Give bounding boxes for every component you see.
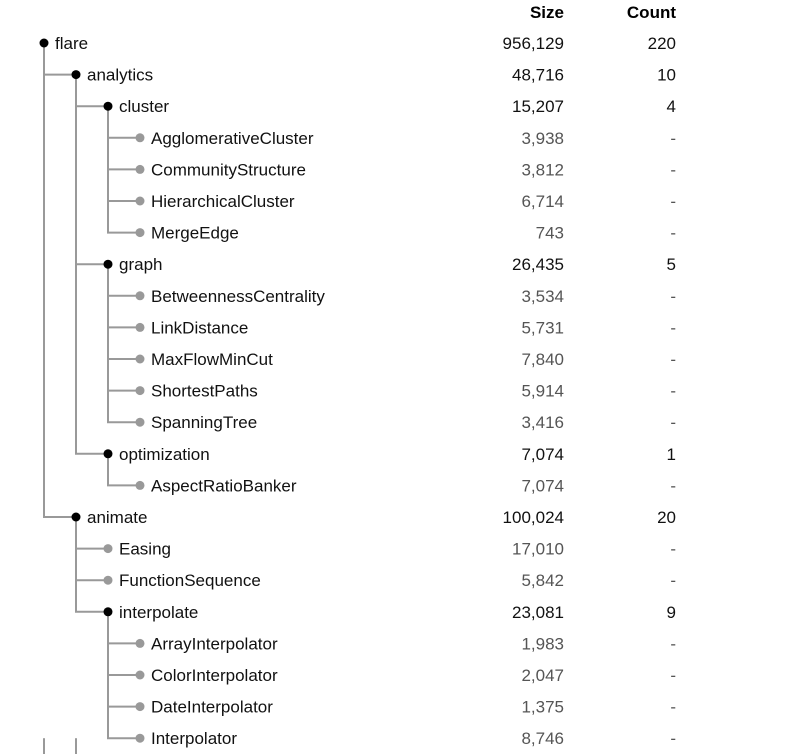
- leaf-node-dot: [136, 228, 145, 237]
- node-name-label: ColorInterpolator: [151, 666, 278, 685]
- node-name-label: AgglomerativeCluster: [151, 128, 314, 148]
- tree-link: [108, 264, 140, 422]
- tree-node-easing[interactable]: [104, 540, 677, 559]
- tree-node-aspectratiobanker[interactable]: [136, 476, 677, 495]
- node-count-value: -: [670, 350, 676, 369]
- count-column-header: Count: [626, 3, 676, 22]
- leaf-node-dot: [136, 386, 145, 395]
- tree-links: [44, 43, 140, 754]
- tree-node-linkdistance[interactable]: [136, 318, 677, 337]
- node-name-label: AspectRatioBanker: [151, 476, 297, 496]
- node-size-value: 23,081: [512, 602, 564, 622]
- node-size-value: 7,840: [521, 350, 564, 369]
- node-count-value: 4: [666, 97, 676, 117]
- leaf-node-dot: [136, 702, 145, 711]
- node-name-label: BetweennessCentrality: [151, 286, 325, 306]
- node-size-value: 26,435: [512, 255, 564, 275]
- node-name-label: flare: [55, 34, 89, 53]
- node-count-value: 9: [666, 602, 676, 622]
- leaf-node-dot: [136, 481, 145, 490]
- leaf-node-dot: [136, 734, 145, 743]
- leaf-node-dot: [136, 323, 145, 332]
- leaf-node-dot: [136, 133, 145, 142]
- node-count-value: -: [670, 192, 676, 211]
- node-size-value: 3,938: [521, 128, 564, 148]
- tree-node-flare[interactable]: [40, 34, 677, 53]
- node-count-value: -: [670, 128, 676, 148]
- leaf-node-dot: [136, 355, 145, 364]
- node-name-label: MaxFlowMinCut: [151, 350, 273, 369]
- internal-node-dot: [104, 607, 113, 616]
- tree-node-functionsequence[interactable]: [104, 571, 677, 590]
- leaf-node-dot: [136, 671, 145, 680]
- tree-node-graph[interactable]: [104, 255, 677, 274]
- node-count-value: -: [670, 666, 676, 685]
- node-size-value: 8,746: [521, 729, 564, 749]
- node-name-label: CommunityStructure: [151, 160, 306, 180]
- node-count-value: -: [670, 729, 676, 749]
- tree-node-mergeedge[interactable]: [136, 224, 677, 243]
- node-size-value: 5,731: [521, 318, 564, 338]
- tree-link: [44, 43, 76, 517]
- tree-node-maxflowmincut[interactable]: [136, 350, 677, 369]
- node-count-value: -: [670, 160, 676, 180]
- node-name-label: Interpolator: [151, 729, 237, 749]
- node-size-value: 6,714: [521, 192, 564, 211]
- node-name-label: graph: [119, 255, 163, 275]
- node-size-value: 48,716: [512, 65, 564, 85]
- node-size-value: 7,074: [521, 444, 564, 464]
- node-count-value: -: [670, 413, 676, 433]
- tree-link: [108, 612, 140, 707]
- tree-link: [108, 264, 140, 359]
- leaf-node-dot: [136, 639, 145, 648]
- tree-node-cluster[interactable]: [104, 97, 677, 116]
- tree-link: [76, 517, 108, 612]
- internal-node-dot: [104, 102, 113, 111]
- node-count-value: -: [670, 539, 676, 559]
- leaf-node-dot: [136, 165, 145, 174]
- node-name-label: FunctionSequence: [119, 571, 261, 591]
- node-name-label: ShortestPaths: [151, 381, 258, 401]
- tree-node-analytics[interactable]: [72, 66, 677, 85]
- node-name-label: optimization: [119, 444, 210, 464]
- node-count-value: -: [670, 223, 676, 243]
- tree-node-betweennesscentrality[interactable]: [136, 287, 677, 306]
- node-name-label: MergeEdge: [151, 223, 239, 243]
- leaf-node-dot: [104, 576, 113, 585]
- node-name-label: analytics: [87, 65, 154, 85]
- node-size-value: 7,074: [521, 476, 564, 496]
- tree-node-optimization[interactable]: [104, 445, 677, 464]
- node-count-value: -: [670, 318, 676, 338]
- node-count-value: -: [670, 476, 676, 496]
- node-size-value: 2,047: [521, 666, 564, 685]
- tree-node-interpolate[interactable]: [104, 603, 677, 622]
- node-count-value: -: [670, 697, 676, 717]
- node-size-value: 743: [535, 223, 564, 243]
- tree-node-animate[interactable]: [72, 508, 677, 527]
- node-size-value: 3,416: [521, 413, 564, 433]
- node-name-label: HierarchicalCluster: [151, 192, 295, 211]
- internal-node-dot: [40, 39, 49, 48]
- node-size-value: 956,129: [502, 34, 564, 53]
- node-size-value: 100,024: [502, 508, 564, 527]
- leaf-node-dot: [136, 418, 145, 427]
- node-name-label: Easing: [119, 539, 171, 559]
- tree-node-hierarchicalcluster[interactable]: [136, 192, 677, 211]
- node-name-label: ArrayInterpolator: [151, 634, 278, 654]
- node-name-label: cluster: [119, 97, 170, 117]
- tree-link: [108, 106, 140, 201]
- size-column-header: Size: [529, 3, 564, 22]
- node-count-value: -: [670, 381, 676, 401]
- node-name-label: LinkDistance: [151, 318, 249, 338]
- internal-node-dot: [72, 70, 81, 79]
- leaf-node-dot: [104, 544, 113, 553]
- tree-node-arrayinterpolator[interactable]: [136, 634, 677, 653]
- node-name-label: DateInterpolator: [151, 697, 273, 717]
- node-size-value: 15,207: [512, 97, 564, 117]
- internal-node-dot: [104, 449, 113, 458]
- node-size-value: 1,375: [521, 697, 564, 717]
- tree-node-agglomerativecluster[interactable]: [136, 129, 677, 148]
- tree-node-shortestpaths[interactable]: [136, 382, 677, 401]
- node-count-value: -: [670, 286, 676, 306]
- node-count-value: -: [670, 634, 676, 654]
- node-name-label: SpanningTree: [151, 413, 258, 433]
- node-size-value: 17,010: [512, 539, 564, 559]
- node-name-label: animate: [87, 508, 148, 527]
- node-count-value: 1: [666, 444, 676, 464]
- internal-node-dot: [104, 260, 113, 269]
- node-size-value: 1,983: [521, 634, 564, 654]
- leaf-node-dot: [136, 291, 145, 300]
- node-count-value: 5: [666, 255, 676, 275]
- node-size-value: 3,812: [521, 160, 564, 180]
- node-count-value: 10: [657, 65, 676, 85]
- tree-node-dateinterpolator[interactable]: [136, 698, 677, 717]
- node-size-value: 5,842: [521, 571, 564, 591]
- tree-node-interpolator[interactable]: [136, 729, 677, 748]
- leaf-node-dot: [136, 197, 145, 206]
- internal-node-dot: [72, 513, 81, 522]
- tree-node-spanningtree[interactable]: [136, 413, 677, 432]
- node-count-value: 220: [647, 34, 676, 53]
- node-count-value: 20: [657, 508, 676, 527]
- tree-node-colorinterpolator[interactable]: [136, 666, 677, 685]
- node-size-value: 5,914: [521, 381, 564, 401]
- tree-link: [76, 75, 108, 265]
- node-size-value: 3,534: [521, 286, 564, 306]
- node-name-label: interpolate: [119, 602, 199, 622]
- node-count-value: -: [670, 571, 676, 591]
- tree-node-communitystructure[interactable]: [136, 160, 677, 179]
